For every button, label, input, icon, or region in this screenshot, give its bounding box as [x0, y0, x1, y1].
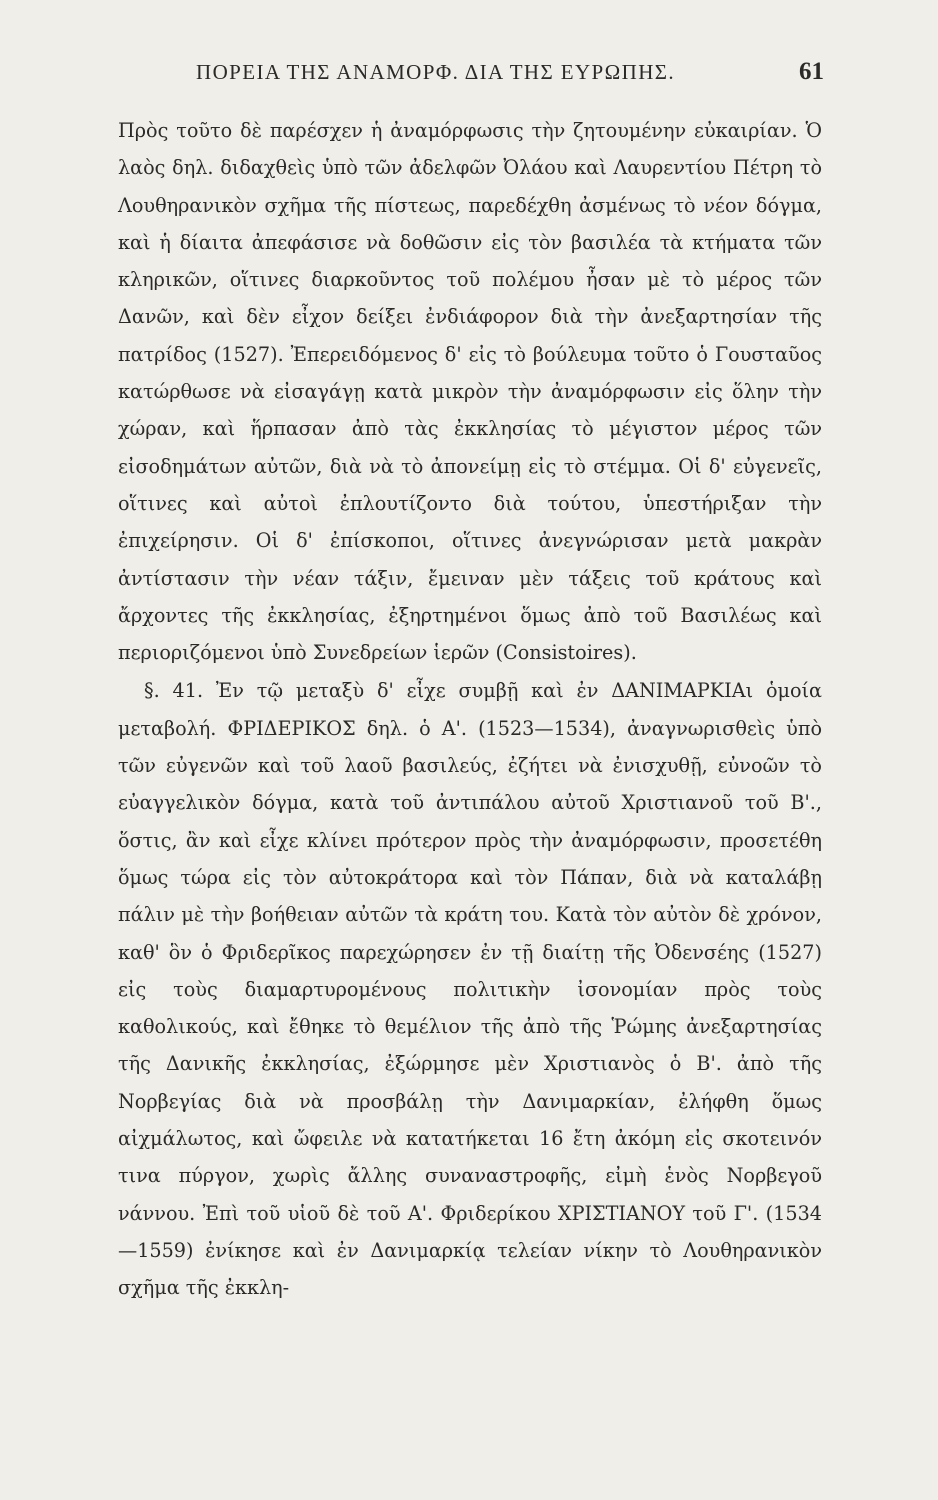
paragraph: Πρὸς τοῦτο δὲ παρέσχεν ἡ ἀναμόρφωσις τὴν ζητουμένην εὐκαιρίαν. Ὁ λαὸς δηλ. διδαχθεὶς ὑπὸ τῶν ἀδελφῶν Ὀλάου καὶ Λαυρεντίου Πέτρη τὸ Λουθηρανικὸν σχῆμα τῆς πίστεως, παρεδέχθη ἀσμένως τὸ νέον δόγμα, καὶ ἡ δίαιτα ἀπεφάσισε νὰ δοθῶσιν εἰς τὸν βασιλέα τὰ κτήματα τῶν κληρικῶν, οἵτινες διαρκοῦντος τοῦ πολέμου ἦσαν μὲ τὸ μέρος τῶν Δανῶν, καὶ δὲν εἶχον δείξει ἐνδιάφορον διὰ τὴν ἀνεξαρτησίαν τῆς πατρίδος (1527). Ἐπερειδόμενος δ' εἰς τὸ βούλευμα τοῦτο ὁ Γουσταῦος κατώρθωσε νὰ εἰσαγάγῃ κατὰ μικρὸν τὴν ἀναμόρφωσιν εἰς ὅλην τὴν χώραν, καὶ ἥρπασαν ἀπὸ τὰς ἐκκλησίας τὸ μέγιστον μέρος τῶν εἰσοδημάτων αὐτῶν, διὰ νὰ τὸ ἀπονείμῃ εἰς τὸ στέμμα. Οἱ δ' εὐγενεῖς, οἵτινες καὶ αὐτοὶ ἐπλουτίζοντο διὰ τούτου, ὑπεστήριξαν τὴν ἐπιχείρησιν. Οἱ δ' ἐπίσκοποι, οἵτινες ἀνεγνώρισαν μετὰ μακρὰν ἀντίστασιν τὴν νέαν τάξιν, ἔμειναν μὲν τάξεις τοῦ κράτους καὶ ἄρχοντες τῆς ἐκκλησίας, ἐξηρτημένοι ὅμως ἀπὸ τοῦ Βασιλέως καὶ περιοριζόμενοι ὑπὸ Συνεδρείων ἱερῶν (Consistoires). — [118, 119, 822, 665]
running-title: ΠΟΡΕΙΑ ΤΗΣ ΑΝΑΜΟΡΦ. ΔΙΑ ΤΗΣ ΕΥΡΩΠΗΣ. — [196, 60, 676, 84]
body-text — [118, 112, 822, 1307]
running-header — [196, 58, 824, 98]
page-number: 61 — [799, 58, 824, 85]
paragraph: §. 41. Ἐν τῷ μεταξὺ δ' εἶχε συμβῇ καὶ ἐν ΔΑΝΙΜΑΡΚΙΑι ὁμοία μεταβολή. ΦΡΙΔΕΡΙΚΟΣ δηλ. ὁ Α'. (1523—1534), ἀναγνωρισθεὶς ὑπὸ τῶν εὐγενῶν καὶ τοῦ λαοῦ βασιλεύς, ἐζήτει νὰ ἐνισχυθῇ, εὐνοῶν τὸ εὐαγγελικὸν δόγμα, κατὰ τοῦ ἀντιπάλου αὐτοῦ Χριστιανοῦ τοῦ Β'., ὅστις, ἂν καὶ εἶχε κλίνει πρότερον πρὸς τὴν ἀναμόρφωσιν, προσετέθη ὅμως τώρα εἰς τὸν αὐτοκράτορα καὶ τὸν Πάπαν, διὰ νὰ καταλάβῃ πάλιν μὲ τὴν βοήθειαν αὐτῶν τὰ κράτη του. Κατὰ τὸν αὐτὸν δὲ χρόνον, καθ' ὃν ὁ Φριδερῖκος παρεχώρησεν ἐν τῇ διαίτῃ τῆς Ὀδενσέης (1527) εἰς τοὺς διαμαρτυρομένους πολιτικὴν ἰσονομίαν πρὸς τοὺς καθολικούς, καὶ ἔθηκε τὸ θεμέλιον τῆς ἀπὸ τῆς Ῥώμης ἀνεξαρτησίας τῆς Δανικῆς ἐκκλησίας, ἐξώρμησε μὲν Χριστιανὸς ὁ Β'. ἀπὸ τῆς Νορβεγίας διὰ νὰ προσβάλῃ τὴν Δανιμαρκίαν, ἐλήφθη ὅμως αἰχμάλωτος, καὶ ὤφειλε νὰ κατατήκεται 16 ἔτη ἀκόμη εἰς σκοτεινόν τινα πύργον, χωρὶς ἄλλης συναναστροφῆς, εἰμὴ ἑνὸς Νορβεγοῦ νάννου. Ἐπὶ τοῦ υἱοῦ δὲ τοῦ Α'. Φριδερίκου ΧΡΙΣΤΙΑΝΟΥ τοῦ Γ'. (1534—1559) ἐνίκησε καὶ ἐν Δανιμαρκίᾳ τελείαν νίκην τὸ Λουθηρανικὸν σχῆμα τῆς ἐκκλη- — [118, 679, 822, 1300]
